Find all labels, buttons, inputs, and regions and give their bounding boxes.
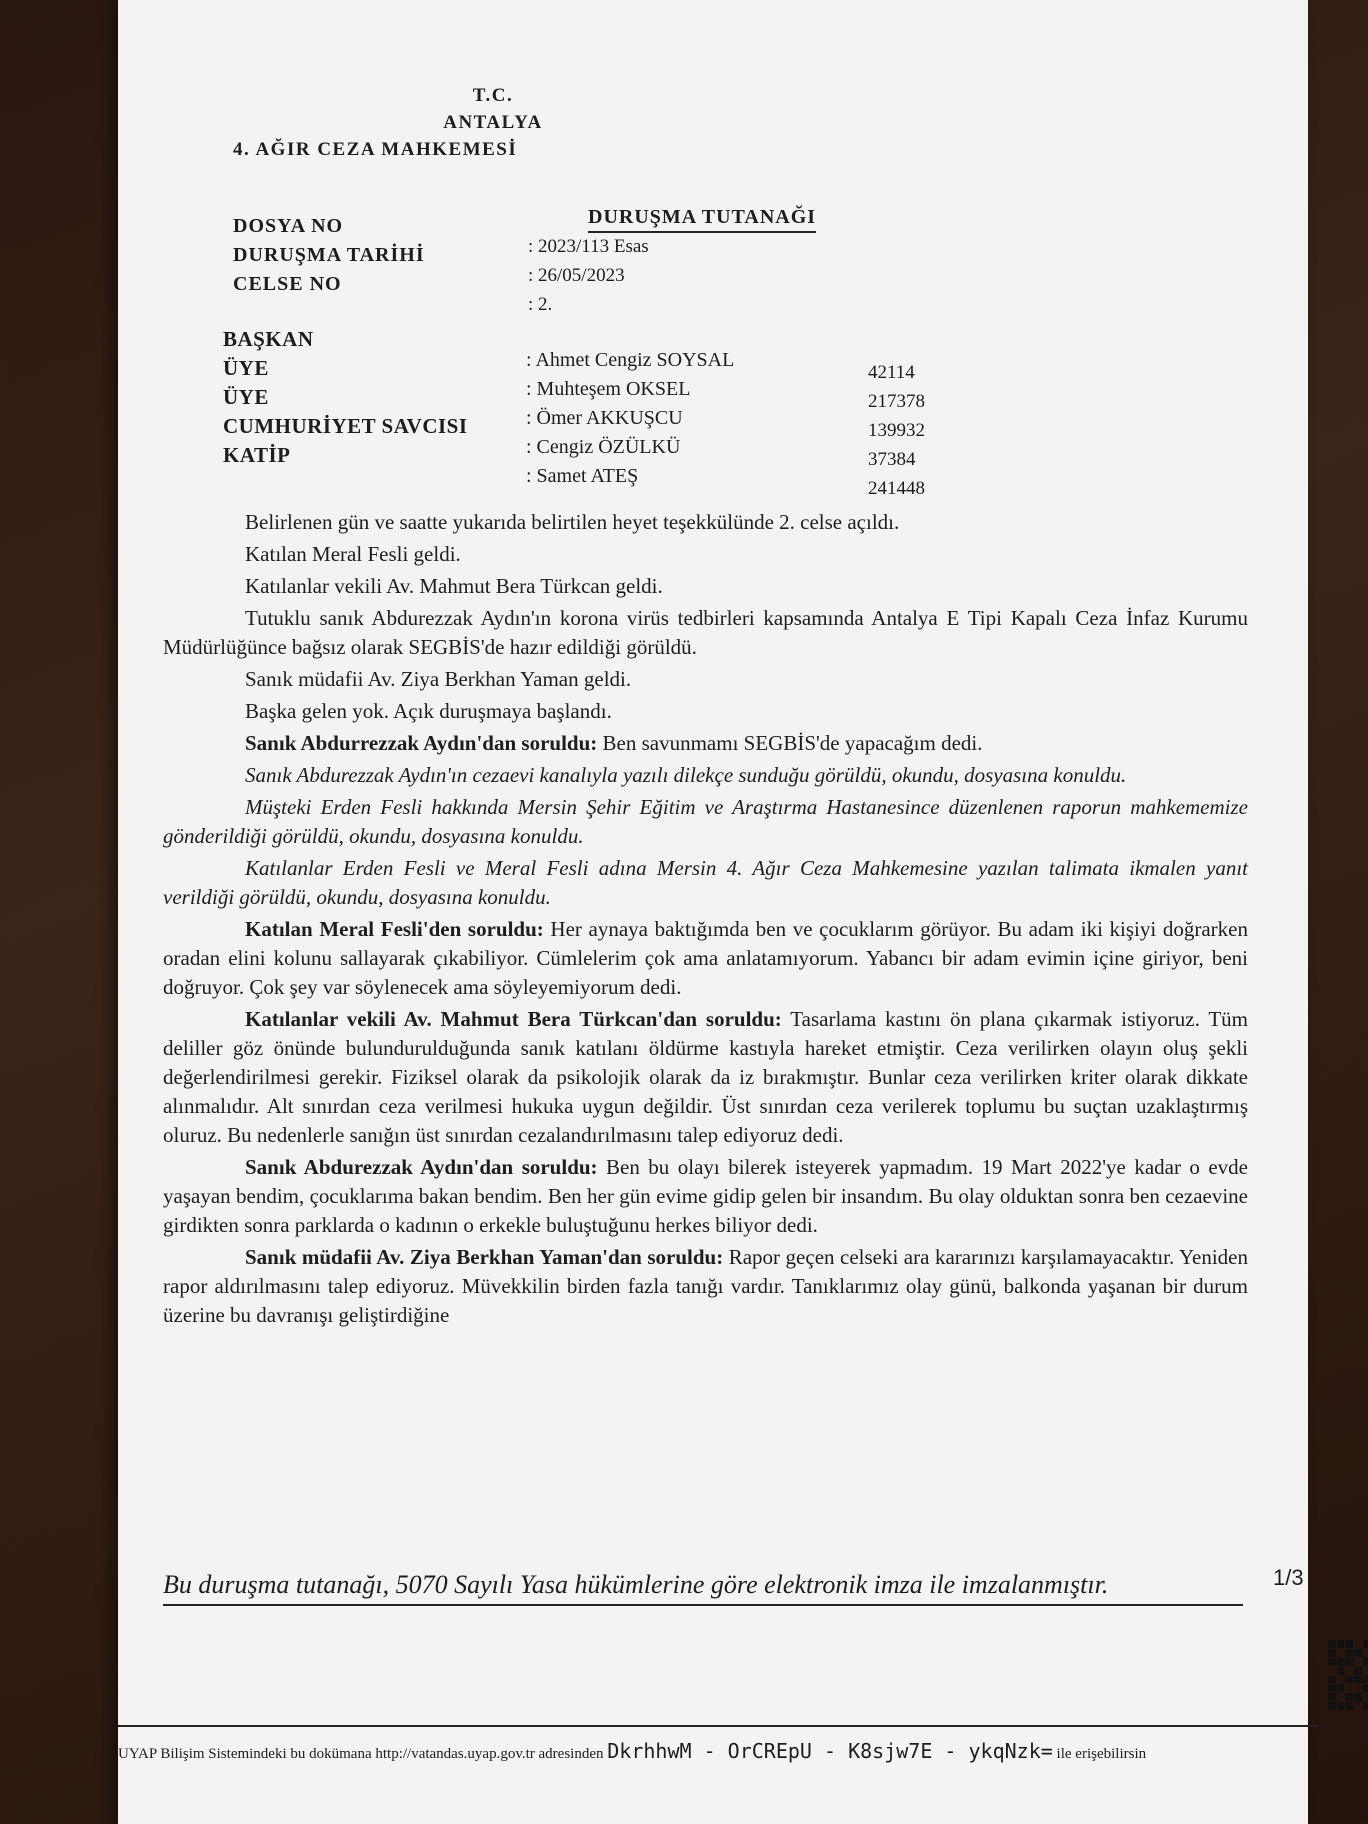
statement: Ben bu olayı bilerek isteyerek yapmadım. 19 Mart 2022'ye kadar o evde yaşayan bendim, çocuklarıma bakan bendim. Ben her gün evime gidip gelen bir insandım. Bu olay olduktan sonra ben cezaevine girdikten sonra parklarda o kadının o erkekle buluştuğunu herkes biliyor dedi.	[163, 1155, 1249, 1237]
panel-role: ÜYE	[223, 356, 269, 380]
panel-id: 241448	[868, 478, 925, 499]
meta-label: DURUŞMA TARİHİ	[233, 244, 425, 266]
footer-prefix: UYAP Bilişim Sistemindeki bu dokümana http://vatandas.uyap.gov.tr adresinden	[118, 1746, 604, 1762]
speaker-label: Sanık müdafii Av. Ziya Berkhan Yaman'dan soruldu:	[245, 1245, 724, 1269]
access-code: DkrhhwM - OrCREpU - K8sjw7E - ykqNzk=	[607, 1739, 1053, 1763]
panel-member-ids	[868, 358, 925, 503]
meta-label: DOSYA NO	[233, 215, 344, 237]
panel-id: 37384	[868, 449, 916, 470]
footer-suffix: ile erişebilirsin	[1056, 1746, 1147, 1762]
paragraph: Katılan Meral Fesli geldi.	[245, 542, 461, 566]
panel-name: : Ahmet Cengiz SOYSAL	[526, 349, 735, 371]
header-court-name: 4. AĞIR CEZA MAHKEMESİ	[233, 139, 518, 160]
panel-member-names	[526, 346, 734, 491]
panel-id: 217378	[868, 391, 925, 412]
meta-value: : 2023/113 Esas	[528, 236, 649, 257]
court-header	[233, 82, 743, 163]
page-number: 1/3	[1273, 1565, 1304, 1590]
statement: Ben savunmamı SEGBİS'de yapacağım dedi.	[597, 731, 983, 755]
paragraph: Müşteki Erden Fesli hakkında Mersin Şehir Eğitim ve Araştırma Hastanesince düzenlenen raporun mahkememize gönderildiği görüldü, okundu, dosyasına konuldu.	[163, 795, 1248, 848]
meta-value: : 2.	[528, 294, 553, 315]
paragraph	[163, 1005, 1248, 1150]
meta-value: : 26/05/2023	[528, 265, 625, 286]
document-title: DURUŞMA TUTANAĞI	[588, 206, 816, 233]
panel-role: CUMHURİYET SAVCISI	[223, 414, 468, 438]
paragraph: Sanık Abdurezzak Aydın'ın cezaevi kanalıyla yazılı dilekçe sunduğu görüldü, okundu, dosyasına konuldu.	[245, 763, 1127, 787]
paragraph	[163, 1153, 1248, 1240]
panel-name: : Samet ATEŞ	[526, 465, 639, 487]
e-signature-note: Bu duruşma tutanağı, 5070 Sayılı Yasa hükümlerine göre elektronik imza ile imzalanmıştır.	[163, 1570, 1243, 1606]
paragraph	[163, 729, 1248, 758]
speaker-label: Katılanlar vekili Av. Mahmut Bera Türkcan'dan soruldu:	[245, 1007, 782, 1031]
panel-id: 139932	[868, 420, 925, 441]
speaker-label: Katılan Meral Fesli'den soruldu:	[245, 917, 544, 941]
case-meta-labels	[233, 212, 425, 299]
panel-id: 42114	[868, 362, 915, 383]
panel-name: : Ömer AKKUŞCU	[526, 407, 683, 429]
paragraph: Tutuklu sanık Abdurezzak Aydın'ın korona virüs tedbirleri kapsamında Antalya E Tipi Kapalı Ceza İnfaz Kurumu Müdürlüğünce bağsız olarak SEGBİS'de hazır edildiği görüldü.	[163, 606, 1248, 659]
minutes-body	[163, 508, 1248, 1333]
paragraph	[163, 1243, 1248, 1330]
statement: Her aynaya baktığımda ben ve çocuklarım görüyor. Bu adam iki kişiyi doğrarken oradan elini kolunu sallayarak çıkabiliyor. Cümlelerim çok ama anlatamıyorum. Yabancı bir adam evimin içine giriyor, beni doğruyor. Çok şey var söylenecek ama söyleyemiyorum dedi.	[163, 917, 1248, 999]
paragraph: Belirlenen gün ve saatte yukarıda belirtilen heyet teşekkülünde 2. celse açıldı.	[245, 510, 900, 534]
panel-role: ÜYE	[223, 385, 269, 409]
paragraph: Başka gelen yok. Açık duruşmaya başlandı.	[245, 699, 612, 723]
paragraph: Sanık müdafii Av. Ziya Berkhan Yaman geldi.	[245, 667, 632, 691]
panel-role: BAŞKAN	[223, 327, 314, 351]
speaker-label: Sanık Abdurrezzak Aydın'dan soruldu:	[245, 731, 598, 755]
uyap-footer	[118, 1725, 1318, 1763]
panel-role: KATİP	[223, 443, 291, 467]
speaker-label: Sanık Abdurezzak Aydın'dan soruldu:	[245, 1155, 598, 1179]
paragraph: Katılanlar vekili Av. Mahmut Bera Türkcan geldi.	[245, 574, 663, 598]
case-meta-values	[528, 232, 649, 319]
panel-name: : Muhteşem OKSEL	[526, 378, 691, 400]
meta-label: CELSE NO	[233, 273, 342, 295]
paragraph	[163, 915, 1248, 1002]
panel-name: : Cengiz ÖZÜLKÜ	[526, 436, 681, 458]
statement: Rapor geçen celseki ara kararınızı karşılamayacaktır. Yeniden rapor aldırılmasını talep ediyoruz. Müvekkilin birden fazla tanığı vardır. Tanıklarımız olay günü, balkonda yaşanan bir durum üzerine bu davranışı geliştirdiğine	[163, 1245, 1248, 1327]
header-city: ANTALYA	[443, 112, 543, 133]
panel-role-labels	[223, 325, 468, 470]
header-tc: T.C.	[472, 85, 514, 106]
paragraph: Katılanlar Erden Fesli ve Meral Fesli adına Mersin 4. Ağır Ceza Mahkemesine yazılan talimata ikmalen yanıt verildiği görüldü, okundu, dosyasına konuldu.	[163, 856, 1248, 909]
qr-code-icon	[1328, 1640, 1368, 1710]
statement: Tasarlama kastını ön plana çıkarmak istiyoruz. Tüm deliller göz önünde bulundurulduğunda sanık katılanı öldürme kastıyla hareket etmiştir. Ceza verilirken olayın oluş şekli değerlendirilmesi gerekir. Fiziksel olarak da psikolojik olarak da iz bırakmıştır. Bunlar ceza verilirken kriter olarak dikkate alınmalıdır. Alt sınırdan ceza verilmesi hukuka uygun değildir. Üst sınırdan ceza verilerek toplumu bu suçtan uzaklaştırmış oluruz. Bu nedenlerle sanığın üst sınırdan cezalandırılmasını talep ediyoruz dedi.	[163, 1007, 1248, 1147]
document-page	[118, 0, 1308, 1824]
